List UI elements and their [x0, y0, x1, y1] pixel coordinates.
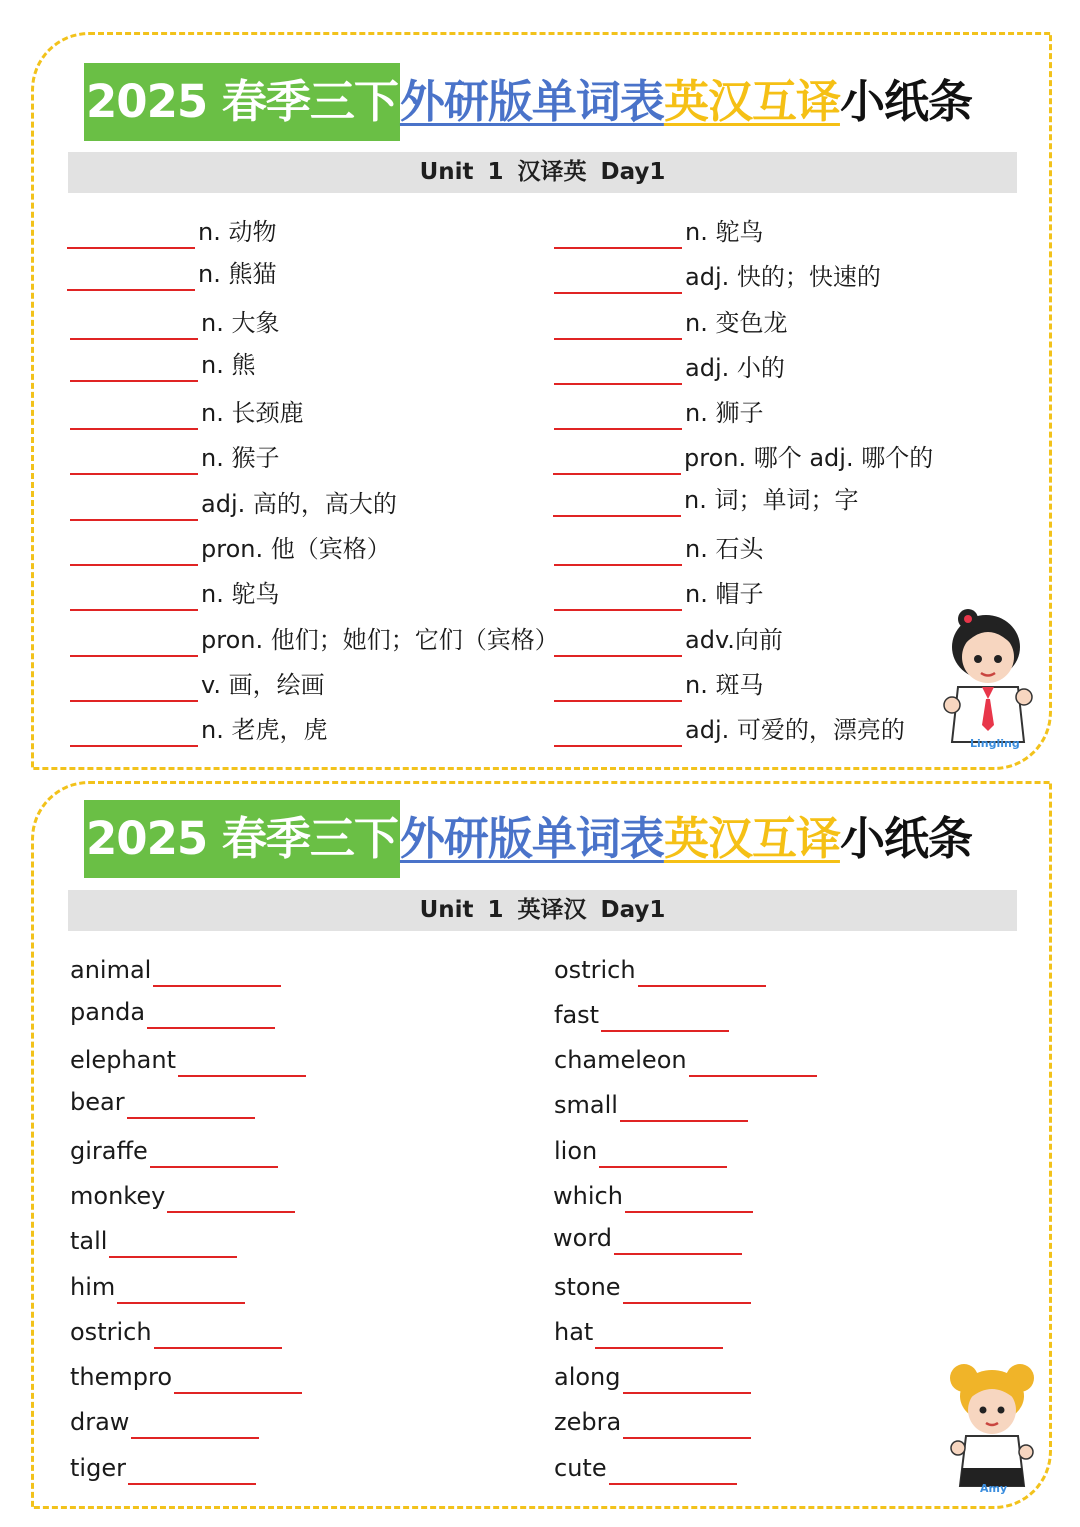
answer-blank[interactable] — [127, 1087, 255, 1119]
answer-blank[interactable] — [174, 1362, 302, 1394]
word-item — [554, 260, 881, 294]
chinese-meaning: pron. 他（宾格） — [201, 535, 391, 563]
answer-blank[interactable] — [554, 217, 682, 249]
word-item — [554, 351, 785, 385]
word-item — [554, 1270, 751, 1304]
answer-blank[interactable] — [554, 579, 682, 611]
word-item — [554, 1405, 751, 1439]
answer-blank[interactable] — [599, 1136, 727, 1168]
answer-blank[interactable] — [623, 1407, 751, 1439]
answer-blank[interactable] — [554, 308, 682, 340]
chinese-meaning: n. 长颈鹿 — [201, 399, 304, 427]
answer-blank[interactable] — [553, 485, 681, 517]
worksheet-card-chinese-to-english — [31, 32, 1052, 770]
english-word: him — [70, 1273, 116, 1301]
word-item — [554, 668, 763, 702]
word-item — [70, 1451, 256, 1485]
chinese-meaning: adj. 快的；快速的 — [685, 263, 881, 291]
english-word: monkey — [70, 1182, 166, 1210]
english-word: small — [554, 1091, 618, 1119]
answer-blank[interactable] — [167, 1181, 295, 1213]
english-word: ostrich — [70, 1318, 152, 1346]
word-item — [554, 1315, 723, 1349]
answer-blank[interactable] — [150, 1136, 278, 1168]
title-translation: 英汉互译 — [663, 812, 840, 865]
english-word: fast — [554, 1001, 600, 1029]
answer-blank[interactable] — [131, 1407, 259, 1439]
answer-blank[interactable] — [554, 715, 682, 747]
word-item — [70, 1134, 278, 1168]
word-item — [554, 953, 766, 987]
word-item — [70, 532, 391, 566]
word-item — [70, 348, 255, 382]
answer-blank[interactable] — [70, 625, 198, 657]
chinese-meaning: n. 鸵鸟 — [201, 580, 280, 608]
answer-blank[interactable] — [67, 217, 195, 249]
word-item — [553, 1179, 753, 1213]
answer-blank[interactable] — [154, 1317, 282, 1349]
word-item — [70, 487, 397, 521]
chinese-meaning: n. 帽子 — [685, 580, 764, 608]
word-item — [70, 995, 275, 1029]
answer-blank[interactable] — [614, 1223, 742, 1255]
answer-blank[interactable] — [554, 534, 682, 566]
answer-blank[interactable] — [623, 1362, 751, 1394]
chinese-meaning: n. 熊 — [201, 351, 256, 379]
answer-blank[interactable] — [554, 625, 682, 657]
word-item — [554, 1088, 748, 1122]
chinese-meaning: n. 动物 — [198, 218, 277, 246]
word-item — [553, 441, 933, 475]
answer-blank[interactable] — [70, 579, 198, 611]
answer-blank[interactable] — [109, 1226, 237, 1258]
answer-blank[interactable] — [554, 353, 682, 385]
english-word: word — [553, 1224, 612, 1252]
english-word: along — [554, 1363, 621, 1391]
title-textbook: 外研版单词表 — [399, 75, 664, 128]
answer-blank[interactable] — [70, 489, 198, 521]
word-item — [554, 577, 763, 611]
chinese-meaning: n. 猴子 — [201, 444, 280, 472]
english-word: ostrich — [554, 956, 636, 984]
lingling-mascot-illustration — [938, 607, 1038, 747]
english-word: lion — [554, 1137, 598, 1165]
word-item — [554, 1360, 751, 1394]
english-word: zebra — [554, 1408, 622, 1436]
word-item — [554, 306, 787, 340]
answer-blank[interactable] — [70, 398, 198, 430]
answer-blank[interactable] — [70, 670, 198, 702]
answer-blank[interactable] — [70, 534, 198, 566]
word-item — [70, 1224, 237, 1258]
answer-blank[interactable] — [623, 1272, 751, 1304]
worksheet-title — [84, 800, 972, 878]
answer-blank[interactable] — [117, 1272, 245, 1304]
word-item — [554, 1043, 817, 1077]
word-item — [554, 1451, 737, 1485]
word-item — [554, 623, 783, 657]
english-word: panda — [70, 998, 146, 1026]
word-item — [70, 1179, 295, 1213]
answer-blank[interactable] — [178, 1045, 306, 1077]
word-item — [554, 396, 763, 430]
answer-blank[interactable] — [601, 1000, 729, 1032]
chinese-meaning: n. 熊猫 — [198, 260, 277, 288]
mascot-name-label: Amy — [980, 1482, 1008, 1495]
worksheet-title — [84, 63, 972, 141]
english-word: animal — [70, 956, 152, 984]
chinese-meaning: v. 画，绘画 — [201, 671, 325, 699]
english-word: elephant — [70, 1046, 176, 1074]
english-word: bear — [70, 1088, 125, 1116]
answer-blank[interactable] — [553, 443, 681, 475]
word-item — [554, 1134, 727, 1168]
answer-blank[interactable] — [638, 955, 766, 987]
chinese-meaning: pron. 他们；她们；它们（宾格） — [201, 626, 559, 654]
english-word: tiger — [70, 1454, 126, 1482]
english-word: which — [553, 1182, 623, 1210]
word-item — [70, 713, 327, 747]
answer-blank[interactable] — [153, 955, 281, 987]
answer-blank[interactable] — [554, 262, 682, 294]
word-item — [70, 668, 325, 702]
chinese-meaning: adv.向前 — [685, 626, 783, 654]
mascot-name-label: Lingling — [970, 737, 1020, 750]
english-word: draw — [70, 1408, 130, 1436]
title-translation: 英汉互译 — [663, 75, 840, 128]
answer-blank[interactable] — [609, 1453, 737, 1485]
chinese-meaning: adj. 可爱的，漂亮的 — [685, 716, 905, 744]
chinese-meaning: n. 变色龙 — [685, 309, 788, 337]
word-item — [70, 1405, 259, 1439]
answer-blank[interactable] — [620, 1090, 748, 1122]
word-item — [70, 306, 279, 340]
chinese-meaning: adj. 小的 — [685, 354, 785, 382]
word-item — [554, 998, 729, 1032]
answer-blank[interactable] — [70, 350, 198, 382]
word-item — [70, 396, 303, 430]
word-item — [70, 577, 279, 611]
chinese-meaning: n. 石头 — [685, 535, 764, 563]
english-word: chameleon — [554, 1046, 687, 1074]
english-word: stone — [554, 1273, 621, 1301]
english-word: cute — [554, 1454, 607, 1482]
word-item — [70, 441, 279, 475]
worksheet-card-english-to-chinese — [31, 781, 1052, 1509]
answer-blank[interactable] — [70, 308, 198, 340]
word-item — [553, 483, 858, 517]
word-item — [67, 257, 276, 291]
word-item — [67, 215, 276, 249]
answer-blank[interactable] — [625, 1181, 753, 1213]
title-year-grade: 2025 春季三下 — [84, 800, 400, 878]
answer-blank[interactable] — [67, 259, 195, 291]
word-item — [554, 713, 905, 747]
word-item — [553, 1221, 742, 1255]
title-textbook: 外研版单词表 — [399, 812, 664, 865]
chinese-meaning: n. 老虎，虎 — [201, 716, 328, 744]
chinese-meaning: n. 斑马 — [685, 671, 764, 699]
word-item — [70, 623, 559, 657]
chinese-meaning: n. 狮子 — [685, 399, 764, 427]
answer-blank[interactable] — [70, 715, 198, 747]
answer-blank[interactable] — [70, 443, 198, 475]
word-item — [70, 953, 281, 987]
word-item — [554, 532, 763, 566]
english-word: tall — [70, 1227, 108, 1255]
title-slip: 小纸条 — [839, 75, 972, 128]
answer-blank[interactable] — [147, 997, 275, 1029]
word-item — [70, 1315, 282, 1349]
amy-mascot-illustration — [944, 1360, 1042, 1490]
answer-blank[interactable] — [128, 1453, 256, 1485]
title-slip: 小纸条 — [839, 812, 972, 865]
answer-blank[interactable] — [554, 398, 682, 430]
answer-blank[interactable] — [595, 1317, 723, 1349]
english-word: hat — [554, 1318, 594, 1346]
chinese-meaning: n. 鸵鸟 — [685, 218, 764, 246]
chinese-meaning: pron. 哪个 adj. 哪个的 — [684, 444, 934, 472]
word-item — [70, 1360, 302, 1394]
chinese-meaning: n. 大象 — [201, 309, 280, 337]
title-year-grade: 2025 春季三下 — [84, 63, 400, 141]
english-word: giraffe — [70, 1137, 148, 1165]
word-item — [70, 1085, 255, 1119]
word-item — [70, 1270, 245, 1304]
unit-subheading: Unit 1 英译汉 Day1 — [68, 890, 1017, 931]
english-word: thempro — [70, 1363, 173, 1391]
chinese-meaning: n. 词；单词；字 — [684, 486, 859, 514]
answer-blank[interactable] — [554, 670, 682, 702]
answer-blank[interactable] — [689, 1045, 817, 1077]
chinese-meaning: adj. 高的，高大的 — [201, 490, 397, 518]
word-item — [554, 215, 763, 249]
unit-subheading: Unit 1 汉译英 Day1 — [68, 152, 1017, 193]
word-item — [70, 1043, 306, 1077]
